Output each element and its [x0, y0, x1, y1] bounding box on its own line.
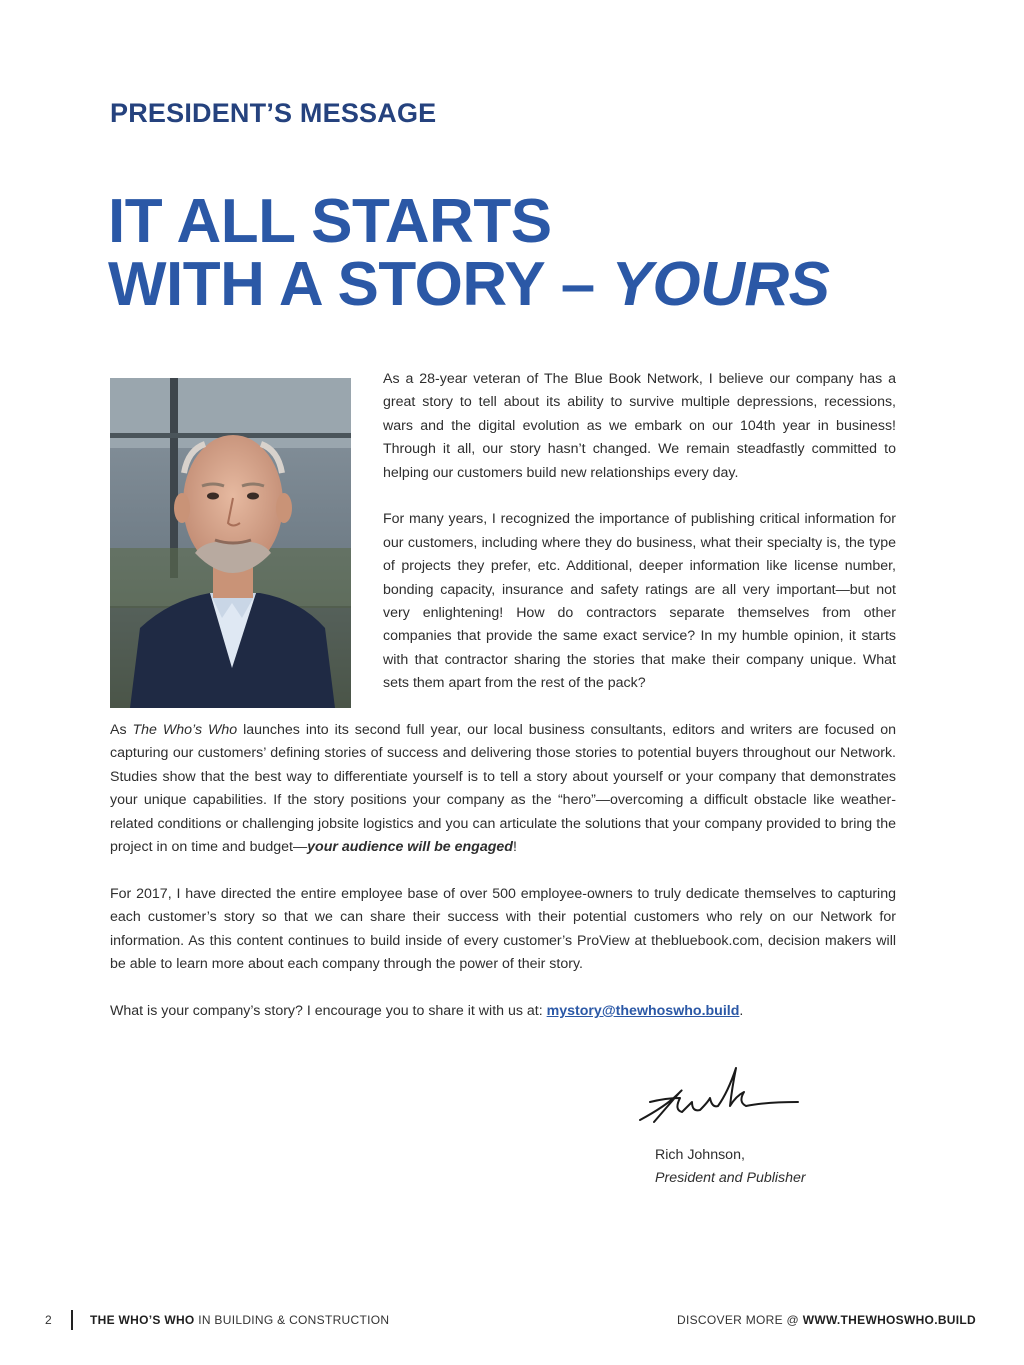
page-headline [108, 187, 830, 319]
paragraph-1: As a 28-year veteran of The Blue Book Network, I believe our company has a great story to tell about its ability to survive multiple depressions, recessions, wars and the digital evolution as we embark on our 104th year in business! Through it all, our story hasn’t changed. We remain steadfastly committed to helping our customers build new relationships every day. [383, 371, 896, 481]
article-body [110, 368, 896, 1047]
paragraph-5-end: . [739, 1002, 744, 1019]
discover-more [677, 1313, 976, 1327]
discover-prefix: DISCOVER MORE @ [677, 1313, 800, 1327]
publication-title [90, 1313, 389, 1327]
paragraph-5-text: What is your company’s story? I encourage you to share it with us at: [110, 1002, 543, 1019]
paragraph-3-emphasis: your audience will be engaged [307, 839, 513, 856]
publication-name: The Who’s Who [132, 722, 238, 739]
paragraph-3-body: launches into its second full year, our local business consultants, editors and writers are focused on capturing our customers’ defining stories of success and delivering those stories to potential buyers throughout our Network. Studies show that the best way to differentiate yourself is to tell a story about yourself or your company that demonstrates your unique capabilities. If the story positions your company as the “hero”—overcoming a difficult obstacle like weather-related conditions or challenging jobsite logistics and you can articulate the solutions that your company provided to bring the project in on time and budget— [110, 722, 896, 856]
footer-divider [71, 1310, 73, 1330]
publication-title-rest: IN BUILDING & CONSTRUCTION [198, 1313, 390, 1327]
page-footer [0, 1310, 1024, 1332]
signer-title: President and Publisher [655, 1170, 806, 1187]
paragraph-5 [110, 1000, 896, 1023]
page-number: 2 [45, 1313, 52, 1327]
signer-name: Rich Johnson, [655, 1147, 745, 1163]
section-label: PRESIDENT’S MESSAGE [110, 98, 437, 128]
signature-image [636, 1062, 806, 1134]
author-portrait-photo [110, 378, 351, 708]
discover-url[interactable]: WWW.THEWHOSWHO.BUILD [802, 1313, 976, 1327]
paragraph-2: For many years, I recognized the importance of publishing critical information for our customers, including where they do business, what their specialty is, the type of projects they prefer, etc. Additional, deeper information like license number, bonding capacity, insurance and safety ratings are all very important—but not very enlightening! How do contractors separate themselves from other companies that provide the same exact service? In my humble opinion, it starts with that contractor sharing the stories that make their company unique. What sets them apart from the rest of the pack? [383, 511, 896, 692]
email-link[interactable]: mystory@thewhoswho.build [546, 1002, 740, 1019]
headline-line-2 [108, 250, 830, 319]
portrait-illustration [110, 378, 351, 708]
paragraph-3-lead: As [110, 722, 127, 739]
paragraph-3 [110, 719, 896, 859]
headline-line-2-prefix: WITH A STORY – [108, 250, 595, 319]
signer-block [655, 1144, 806, 1191]
publication-title-bold: THE WHO’S WHO [90, 1313, 195, 1327]
paragraph-4: For 2017, I have directed the entire employee base of over 500 employee-owners to truly dedicate themselves to capturing each customer’s story so that we can share their success with their potential customers who rely on our Network for information. As this content continues to build inside of every customer’s ProView at thebluebook.com, decision makers will be able to learn more about each company through the power of their story. [110, 885, 896, 973]
headline-line-1: IT ALL STARTS [108, 187, 552, 256]
headline-emphasis: YOURS [611, 250, 830, 319]
paragraph-3-end: ! [512, 839, 517, 856]
signature [636, 1062, 836, 1134]
